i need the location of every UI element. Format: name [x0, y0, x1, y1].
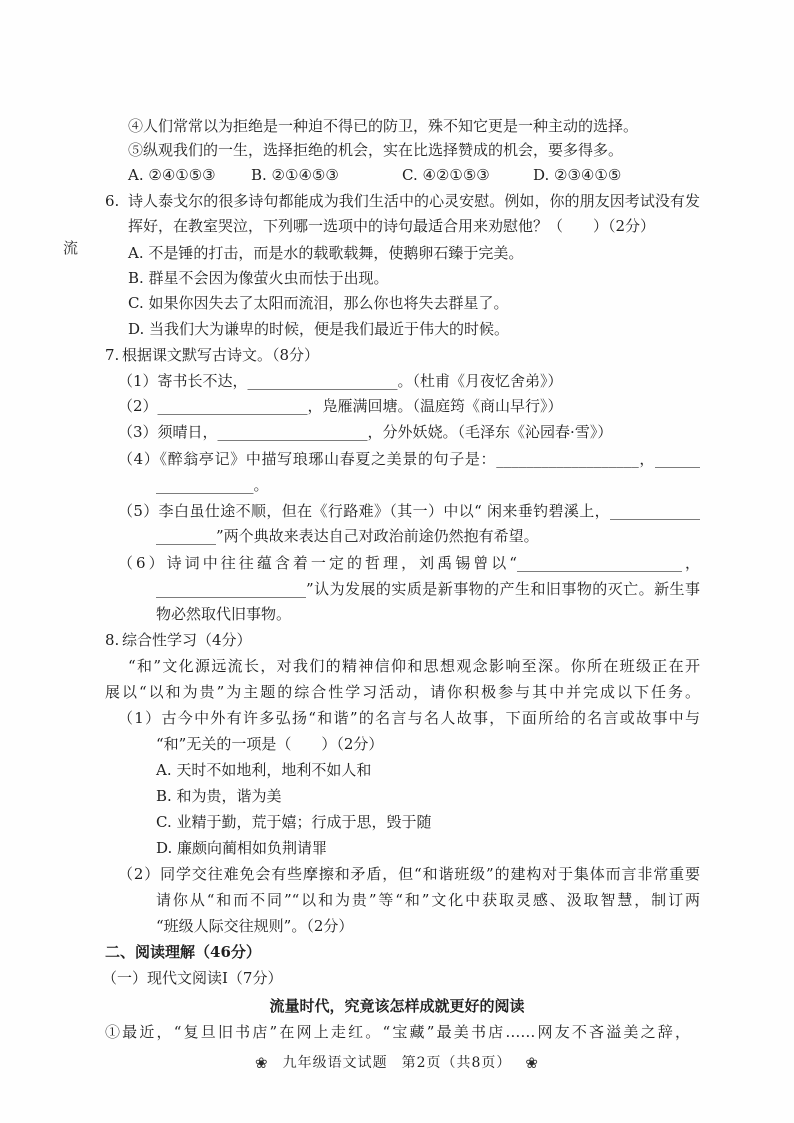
q8-task1-option-c: C. 业精于勤，荒于嬉；行成于思，毁于随: [156, 813, 432, 831]
q5-option-a: A. ②④①⑤③: [128, 166, 216, 184]
sentence-5: ⑤纵观我们的一生，选择拒绝的机会，实在比选择赞成的机会，要多得多。: [128, 141, 624, 159]
q6-option-b: B. 群星不会因为像萤火虫而怯于出现。: [128, 269, 389, 287]
q8-task1-option-b: B. 和为贵，谐为美: [156, 787, 282, 805]
q5-option-d: D. ②③④①⑤: [533, 166, 622, 184]
q7-item-6-line-3: 物必然取代旧事物。: [156, 605, 292, 623]
margin-note: 流: [63, 239, 79, 257]
flower-ornament-icon: ❀: [255, 1054, 269, 1072]
q8-task1-stem-line-1: （1）古今中外有许多弘扬“和谐”的名言与名人故事，下面所给的名言或故事中与: [118, 709, 700, 727]
q7-item-3: （3）须晴日，____________________，分外妖娆。（毛泽东《沁园春·雪》）: [118, 423, 613, 441]
section-2-heading: 二、阅读理解（46分）: [105, 943, 261, 961]
q8-intro-line-2: 展以“以和为贵”为主题的综合性学习活动，请你积极参与其中并完成以下任务。: [105, 683, 700, 701]
article-paragraph-1: ①最近，“复旦旧书店”在网上走红。“宝藏”最美书店……网友不吝溢美之辞，: [105, 1023, 690, 1041]
q8-intro-line-1: “和”文化源远流长，对我们的精神信仰和思想观念影响至深。你所在班级正在开: [128, 657, 700, 675]
q7-title: 根据课文默写古诗文。（8分）: [122, 346, 320, 364]
q7-item-4-line-2: _____________。: [156, 476, 269, 494]
q8-task2-stem-line-1: （2）同学交往难免会有些摩擦和矛盾，但“和谐班级”的建构对于集体而言非常重要: [118, 865, 700, 883]
q8-task2-stem-line-3: “班级人际交往规则”。（2分）: [156, 917, 354, 935]
article-title: 流量时代，究竟该怎样成就更好的阅读: [269, 997, 525, 1015]
footer-page-info: 第2页（共8页）: [401, 1055, 512, 1071]
q6-option-d: D. 当我们大为谦卑的时候，便是我们最近于伟大的时候。: [128, 320, 510, 338]
q7-item-1: （1）寄书长不达，____________________。（杜甫《月夜忆舍弟》）: [118, 372, 563, 390]
flower-ornament-icon: ❀: [525, 1054, 539, 1072]
q8-task1-option-d: D. 廉颇向蔺相如负荆请罪: [156, 839, 328, 857]
q7-number: 7.: [105, 346, 120, 364]
q5-option-b: B. ②①④⑤③: [251, 166, 339, 184]
footer-exam-title: 九年级语文试题: [282, 1055, 388, 1071]
q8-task1-stem-line-2: “和”无关的一项是（ ）（2分）: [156, 735, 384, 753]
q6-stem-line-1: 诗人泰戈尔的很多诗句都能成为我们生活中的心灵安慰。例如，你的朋友因考试没有发: [128, 192, 700, 210]
q6-option-c: C. 如果你因失去了太阳而流泪，那么你也将失去群星了。: [128, 294, 509, 312]
page-footer: [0, 1053, 794, 1073]
q6-option-a: A. 不是锤的打击，而是水的载歌载舞，使鹅卵石臻于完美。: [128, 244, 524, 262]
q6-stem-line-2: 挥好，在教室哭泣，下列哪一选项中的诗句最适合用来劝慰他？（ ）（2分）: [128, 217, 656, 235]
q8-number: 8.: [105, 631, 120, 649]
q8-title: 综合性学习（4分）: [122, 631, 252, 649]
part-1-heading: （一）现代文阅读Ⅰ（7分）: [102, 969, 283, 987]
q6-number: 6.: [105, 192, 120, 210]
q7-item-2: （2）____________________，凫雁满回塘。（温庭筠《商山早行》）: [118, 397, 563, 415]
q7-item-4-line-1: （4）《醉翁亭记》中描写琅琊山春夏之美景的句子是：___________________，______: [118, 450, 700, 468]
q5-option-c: C. ④②①⑤③: [402, 166, 490, 184]
sentence-4: ④人们常常以为拒绝是一种迫不得已的防卫，殊不知它更是一种主动的选择。: [128, 117, 639, 135]
q8-task2-stem-line-2: 请你从“和而不同”“以和为贵”等“和”文化中获取灵感、汲取智慧，制订两: [156, 891, 700, 909]
q5-options-row: [0, 165, 794, 185]
q7-item-6-line-2: ____________________”认为发展的实质是新事物的产生和旧事物的灭亡。新生事: [156, 580, 700, 598]
q7-item-5-line-1: （5）李白虽仕途不顺，但在《行路难》（其一）中以“ 闲来垂钓碧溪上，____________: [118, 502, 700, 520]
q7-item-5-line-2: ________”两个典故来表达自己对政治前途仍然抱有希望。: [156, 527, 539, 545]
q7-item-6-line-1: （6）诗词中往往蕴含着一定的哲理，刘禹锡曾以“______________________，: [118, 554, 700, 572]
q8-task1-option-a: A. 天时不如地利，地利不如人和: [156, 761, 372, 779]
